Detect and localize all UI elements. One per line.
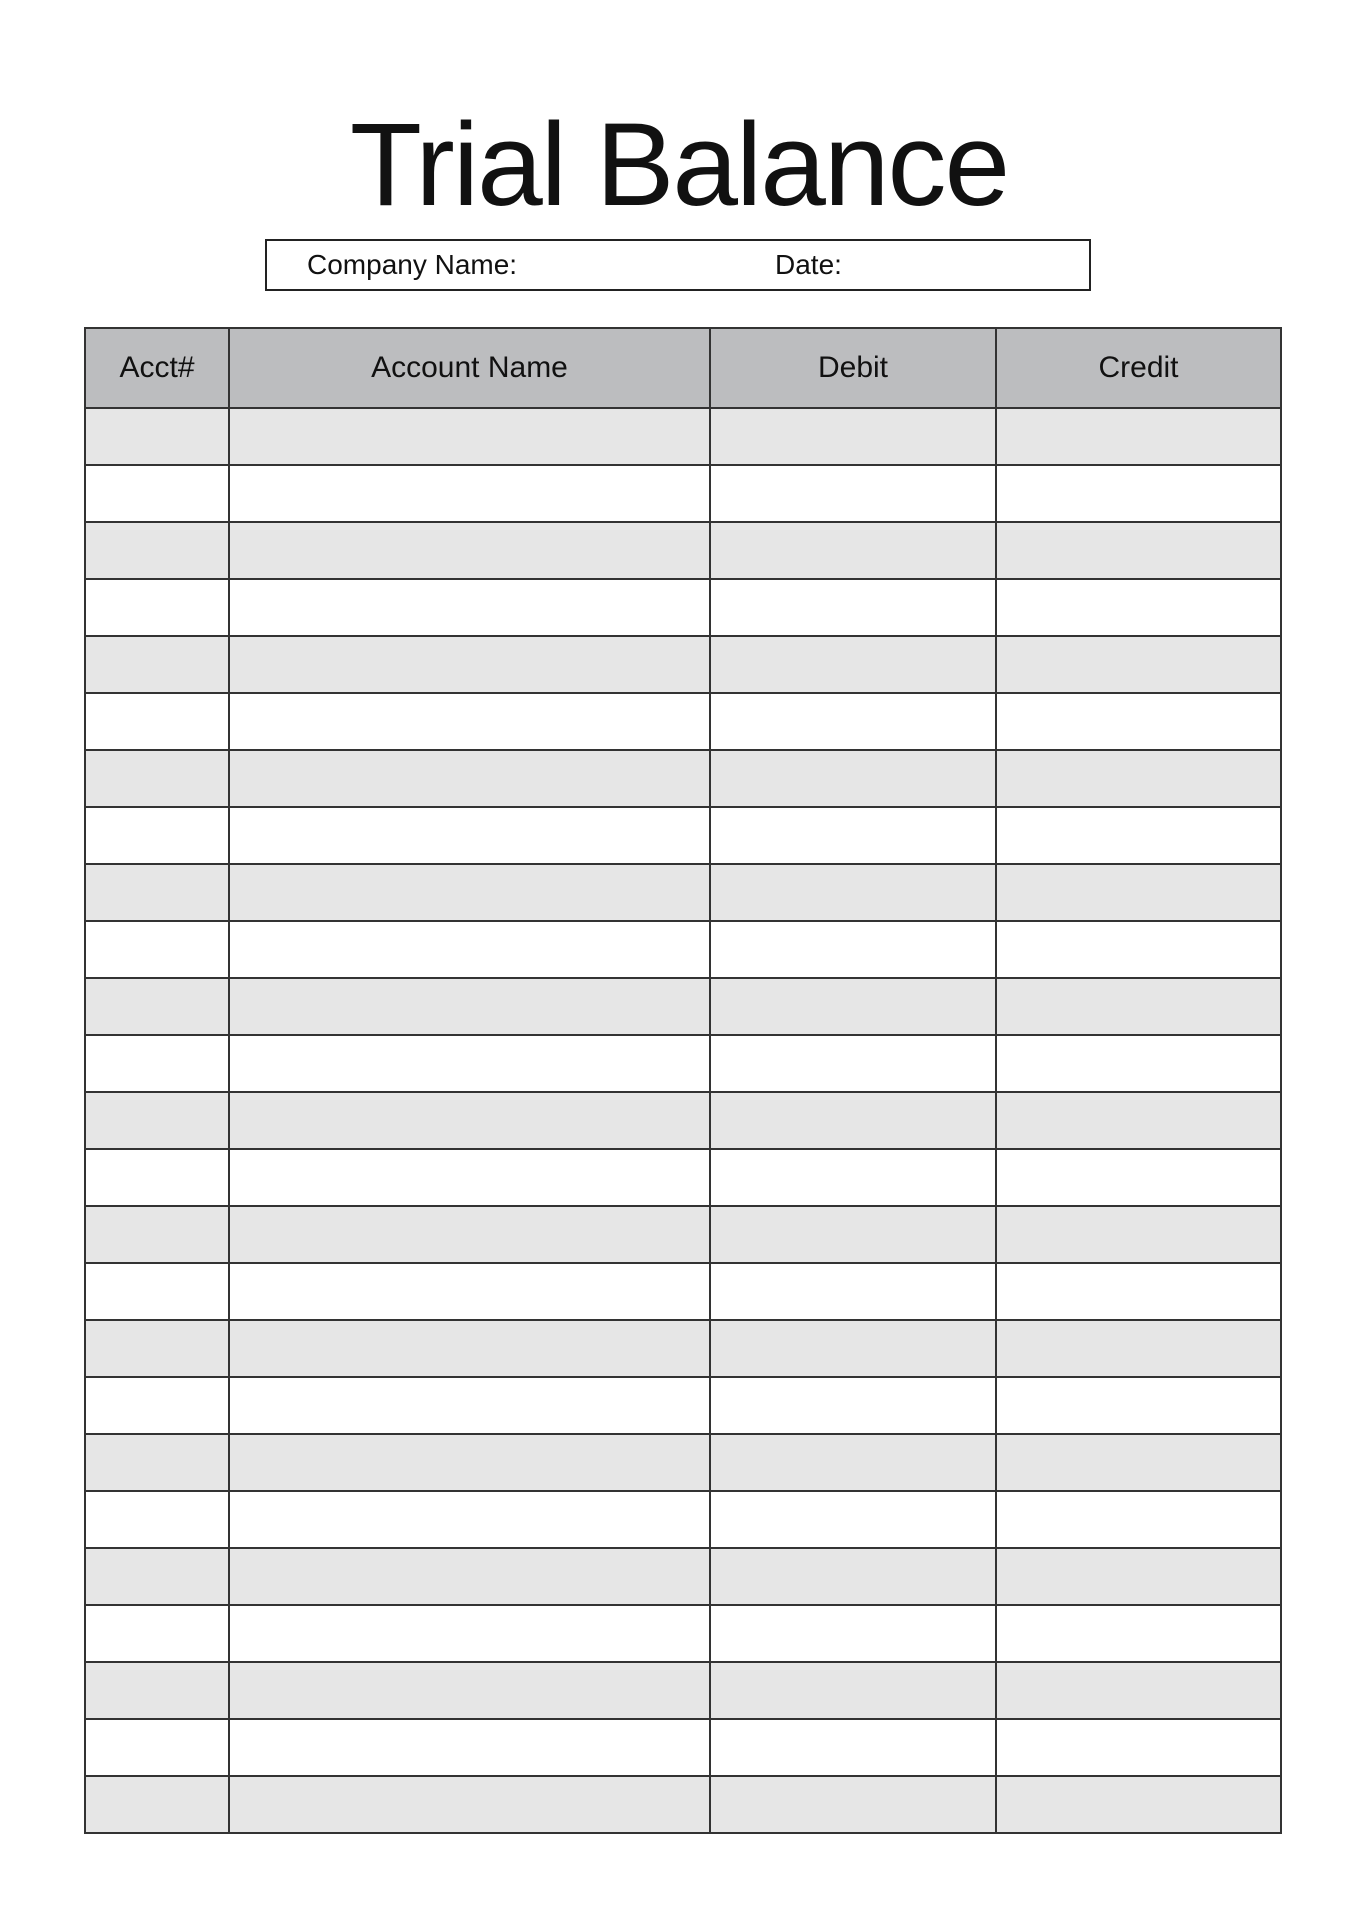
acct-cell <box>85 1548 229 1605</box>
debit-cell <box>710 1719 996 1776</box>
account-name-cell <box>229 921 710 978</box>
account-name-cell <box>229 1719 710 1776</box>
acct-cell <box>85 978 229 1035</box>
account-name-cell <box>229 1548 710 1605</box>
table-row <box>85 579 1281 636</box>
acct-cell <box>85 1206 229 1263</box>
account-name-cell <box>229 693 710 750</box>
trial-balance-table <box>84 327 1282 1834</box>
account-name-cell <box>229 978 710 1035</box>
credit-cell <box>996 693 1281 750</box>
account-name-cell <box>229 1263 710 1320</box>
credit-cell <box>996 1149 1281 1206</box>
acct-cell <box>85 1092 229 1149</box>
credit-cell <box>996 1377 1281 1434</box>
acct-cell <box>85 579 229 636</box>
credit-cell <box>996 978 1281 1035</box>
table-row <box>85 750 1281 807</box>
table-header-row <box>85 328 1281 408</box>
acct-cell <box>85 1149 229 1206</box>
table-row <box>85 522 1281 579</box>
table-row <box>85 1206 1281 1263</box>
table-body <box>85 408 1281 1833</box>
debit-cell <box>710 1035 996 1092</box>
account-name-cell <box>229 1605 710 1662</box>
table-row <box>85 1776 1281 1833</box>
credit-cell <box>996 636 1281 693</box>
acct-cell <box>85 807 229 864</box>
acct-cell <box>85 1605 229 1662</box>
credit-cell <box>996 1605 1281 1662</box>
debit-cell <box>710 522 996 579</box>
debit-cell <box>710 408 996 465</box>
table-row <box>85 1434 1281 1491</box>
company-info-box <box>265 239 1091 291</box>
debit-cell <box>710 750 996 807</box>
column-header-acct: Acct# <box>85 328 229 408</box>
account-name-cell <box>229 408 710 465</box>
column-header-credit: Credit <box>996 328 1281 408</box>
acct-cell <box>85 1263 229 1320</box>
debit-cell <box>710 465 996 522</box>
table-row <box>85 1092 1281 1149</box>
table-row <box>85 864 1281 921</box>
debit-cell <box>710 1605 996 1662</box>
table-row <box>85 1320 1281 1377</box>
debit-cell <box>710 1206 996 1263</box>
column-header-debit: Debit <box>710 328 996 408</box>
debit-cell <box>710 1491 996 1548</box>
debit-cell <box>710 1548 996 1605</box>
account-name-cell <box>229 807 710 864</box>
account-name-cell <box>229 1662 710 1719</box>
debit-cell <box>710 1662 996 1719</box>
acct-cell <box>85 921 229 978</box>
table-row <box>85 1035 1281 1092</box>
account-name-cell <box>229 579 710 636</box>
account-name-cell <box>229 1149 710 1206</box>
debit-cell <box>710 1092 996 1149</box>
debit-cell <box>710 693 996 750</box>
account-name-cell <box>229 1491 710 1548</box>
account-name-cell <box>229 750 710 807</box>
credit-cell <box>996 1206 1281 1263</box>
acct-cell <box>85 1719 229 1776</box>
debit-cell <box>710 1263 996 1320</box>
credit-cell <box>996 1548 1281 1605</box>
credit-cell <box>996 579 1281 636</box>
table-row <box>85 1662 1281 1719</box>
credit-cell <box>996 1662 1281 1719</box>
acct-cell <box>85 636 229 693</box>
acct-cell <box>85 864 229 921</box>
table-row <box>85 1548 1281 1605</box>
account-name-cell <box>229 1434 710 1491</box>
account-name-cell <box>229 636 710 693</box>
credit-cell <box>996 1719 1281 1776</box>
debit-cell <box>710 1434 996 1491</box>
debit-cell <box>710 1149 996 1206</box>
table-row <box>85 1491 1281 1548</box>
credit-cell <box>996 807 1281 864</box>
page-title: Trial Balance <box>349 99 1009 231</box>
table-row <box>85 1377 1281 1434</box>
credit-cell <box>996 1263 1281 1320</box>
credit-cell <box>996 408 1281 465</box>
acct-cell <box>85 465 229 522</box>
account-name-cell <box>229 1377 710 1434</box>
credit-cell <box>996 921 1281 978</box>
table-row <box>85 978 1281 1035</box>
acct-cell <box>85 522 229 579</box>
debit-cell <box>710 1776 996 1833</box>
account-name-cell <box>229 522 710 579</box>
acct-cell <box>85 1434 229 1491</box>
date-label: Date: <box>775 249 842 280</box>
table-row <box>85 1605 1281 1662</box>
account-name-cell <box>229 1206 710 1263</box>
acct-cell <box>85 750 229 807</box>
account-name-cell <box>229 465 710 522</box>
acct-cell <box>85 1662 229 1719</box>
account-name-cell <box>229 1092 710 1149</box>
column-header-account-name: Account Name <box>229 328 710 408</box>
table-row <box>85 1149 1281 1206</box>
debit-cell <box>710 864 996 921</box>
acct-cell <box>85 1491 229 1548</box>
credit-cell <box>996 1320 1281 1377</box>
credit-cell <box>996 522 1281 579</box>
table-row <box>85 693 1281 750</box>
acct-cell <box>85 1035 229 1092</box>
acct-cell <box>85 1776 229 1833</box>
account-name-cell <box>229 1320 710 1377</box>
acct-cell <box>85 693 229 750</box>
table-row <box>85 636 1281 693</box>
table-row <box>85 921 1281 978</box>
credit-cell <box>996 465 1281 522</box>
acct-cell <box>85 1377 229 1434</box>
credit-cell <box>996 1035 1281 1092</box>
credit-cell <box>996 1776 1281 1833</box>
acct-cell <box>85 408 229 465</box>
debit-cell <box>710 1320 996 1377</box>
debit-cell <box>710 807 996 864</box>
credit-cell <box>996 864 1281 921</box>
table-row <box>85 408 1281 465</box>
table-row <box>85 1263 1281 1320</box>
credit-cell <box>996 1491 1281 1548</box>
debit-cell <box>710 636 996 693</box>
table-row <box>85 807 1281 864</box>
company-name-label: Company Name: <box>307 249 518 280</box>
debit-cell <box>710 921 996 978</box>
acct-cell <box>85 1320 229 1377</box>
credit-cell <box>996 750 1281 807</box>
debit-cell <box>710 579 996 636</box>
account-name-cell <box>229 1776 710 1833</box>
account-name-cell <box>229 1035 710 1092</box>
debit-cell <box>710 978 996 1035</box>
credit-cell <box>996 1092 1281 1149</box>
debit-cell <box>710 1377 996 1434</box>
table-row <box>85 1719 1281 1776</box>
table-row <box>85 465 1281 522</box>
credit-cell <box>996 1434 1281 1491</box>
account-name-cell <box>229 864 710 921</box>
